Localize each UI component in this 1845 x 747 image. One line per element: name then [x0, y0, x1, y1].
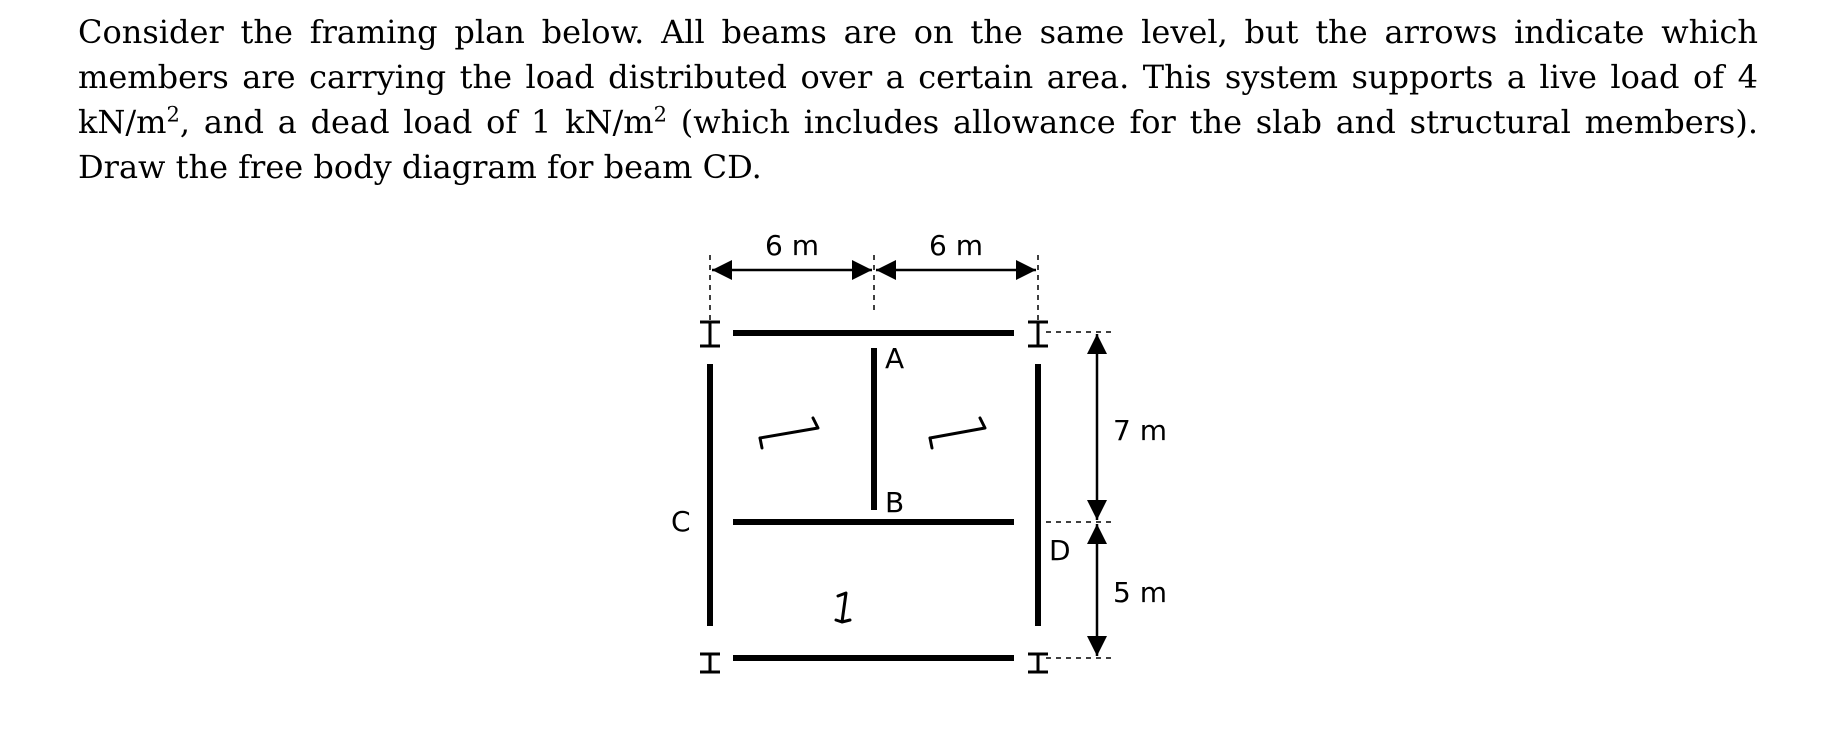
- load-arrow-right-panel-icon: [930, 418, 985, 448]
- superscript-squared-2: 2: [653, 102, 667, 127]
- column-bottom-right-icon: [1028, 654, 1048, 672]
- label-a: A: [885, 342, 905, 375]
- column-bottom-left-icon: [700, 654, 720, 672]
- load-arrow-left-panel-icon: [760, 418, 818, 448]
- load-arrow-bottom-panel-icon: [836, 593, 850, 622]
- problem-text-part2: , and a dead load of 1 kN/m: [179, 103, 654, 141]
- label-b: B: [885, 486, 905, 519]
- beams: [710, 333, 1038, 658]
- superscript-squared-1: 2: [166, 102, 180, 127]
- dim-label-lower-span: 5 m: [1113, 576, 1167, 609]
- column-top-left-icon: [700, 322, 720, 346]
- label-d: D: [1049, 534, 1071, 567]
- column-top-right-icon: [1028, 322, 1048, 346]
- extension-lines: [710, 255, 1112, 658]
- problem-text-part1: Consider the framing plan below. All beams are on the same level, but the arrows indicate which members are carrying the load distributed over a certain area. This system supports a live load of 4 kN/m: [78, 13, 1758, 141]
- dim-label-left-span: 6 m: [765, 229, 819, 262]
- label-c: C: [671, 505, 691, 538]
- dim-label-right-span: 6 m: [929, 229, 983, 262]
- problem-text-part3: (which includes allowance for the slab and structural members). Draw the free body diagram for beam CD.: [78, 103, 1759, 186]
- dim-label-upper-span: 7 m: [1113, 414, 1167, 447]
